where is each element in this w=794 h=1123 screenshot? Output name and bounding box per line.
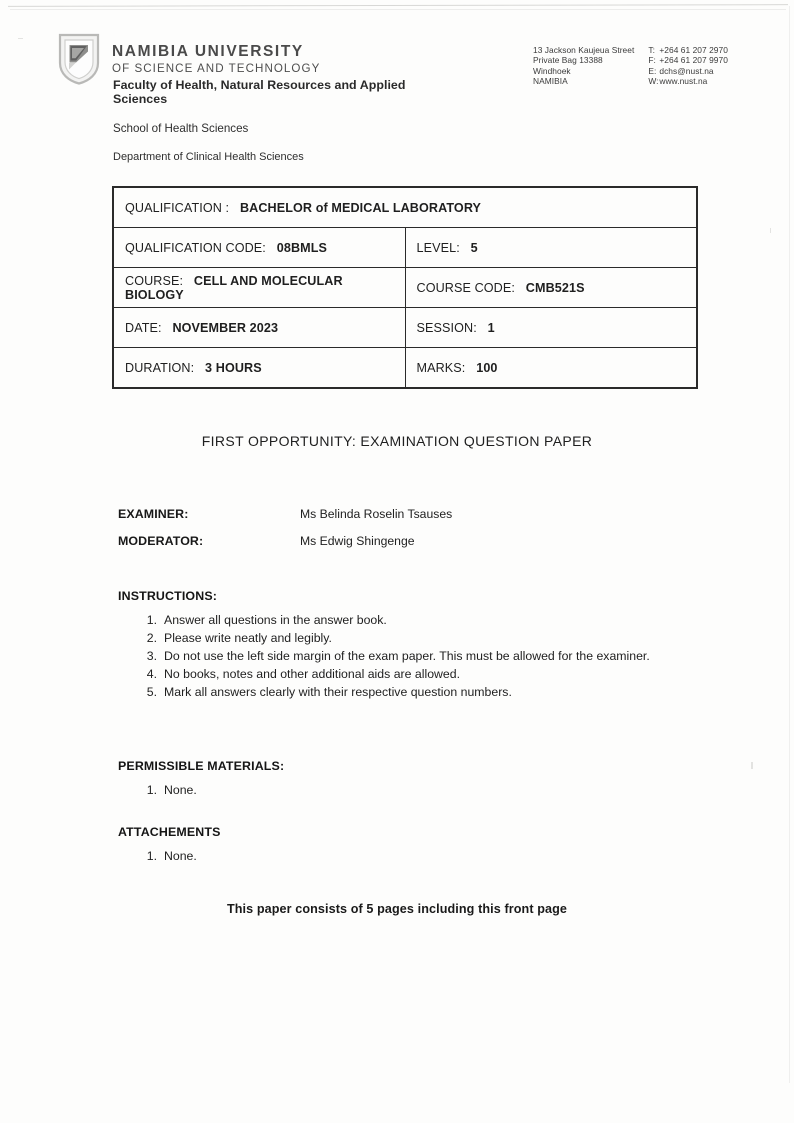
course-label: COURSE: <box>125 273 184 288</box>
course-code-label: COURSE CODE: <box>416 280 515 295</box>
address-line: Windhoek <box>533 65 571 76</box>
permissible-materials-list <box>118 782 738 799</box>
examiner-row <box>118 507 718 521</box>
website-row <box>648 76 728 86</box>
level-label: LEVEL: <box>416 240 460 255</box>
fax-key: F: <box>648 55 656 66</box>
qualification-code-label: QUALIFICATION CODE: <box>125 240 266 255</box>
instructions-list <box>118 612 738 701</box>
attachments-heading: ATTACHEMENTS <box>118 825 221 839</box>
scan-edge-artifact <box>8 4 788 7</box>
table-row <box>114 268 697 308</box>
moderator-row <box>118 534 718 548</box>
contact-details <box>533 45 728 86</box>
fax-value: +264 61 207 9970 <box>659 55 728 66</box>
school-name: School of Health Sciences <box>113 122 249 136</box>
list-item: Answer all questions in the answer book. <box>164 613 387 627</box>
department-name: Department of Clinical Health Sciences <box>113 151 304 164</box>
instructions-section <box>118 589 738 702</box>
date-label: DATE: <box>125 320 162 335</box>
scan-speck <box>751 762 753 769</box>
marks-label: MARKS: <box>416 360 466 375</box>
course-cell <box>114 268 406 308</box>
session-cell <box>405 308 697 348</box>
faculty-name: Faculty of Health, Natural Resources and Applied Sciences <box>113 78 406 107</box>
telephone-row <box>648 45 728 55</box>
permissible-materials-heading: PERMISSIBLE MATERIALS: <box>118 759 285 773</box>
table-row <box>114 308 697 348</box>
moderator-label: MODERATOR: <box>118 534 204 548</box>
table-row <box>114 348 697 388</box>
duration-value: 3 HOURS <box>205 360 262 375</box>
qualification-table <box>112 186 698 389</box>
list-item: Please write neatly and legibly. <box>164 630 332 645</box>
qualification-code-value: 08BMLS <box>276 240 328 255</box>
list-item: None. <box>164 849 197 863</box>
qualification-code-cell <box>114 228 406 268</box>
address-line: 13 Jackson Kaujeua Street <box>533 45 635 55</box>
list-item: Do not use the left side margin of the exam paper. This must be allowed for the examiner. <box>164 648 650 663</box>
scan-edge-artifact-secondary <box>10 9 786 10</box>
telephone-key: T: <box>648 45 655 55</box>
email-row <box>648 66 728 76</box>
email-value: dchs@nust.na <box>659 65 714 76</box>
marks-value: 100 <box>476 360 498 375</box>
shield-logo-icon <box>57 33 101 85</box>
level-cell <box>405 228 697 268</box>
examiner-name: Ms Belinda Roselin Tsauses <box>300 507 453 521</box>
university-name-line1: NAMIBIA UNIVERSITY <box>112 43 304 60</box>
list-item: Mark all answers clearly with their respective question numbers. <box>164 684 512 699</box>
list-item: No books, notes and other additional aids are allowed. <box>164 666 461 681</box>
email-key: E: <box>648 65 657 76</box>
course-code-value: CMB521S <box>525 280 585 295</box>
telephone-value: +264 61 207 2970 <box>659 45 728 55</box>
table-row <box>114 188 697 228</box>
postal-address <box>533 45 634 86</box>
course-code-cell <box>405 268 697 308</box>
duration-cell <box>114 348 406 388</box>
attachments-section <box>118 825 738 866</box>
page-count-note: This paper consists of 5 pages including this front page <box>226 902 568 916</box>
duration-label: DURATION: <box>125 360 195 375</box>
examiner-label: EXAMINER: <box>118 507 189 521</box>
page-title: FIRST OPPORTUNITY: EXAMINATION QUESTION PAPER <box>201 433 593 449</box>
moderator-name: Ms Edwig Shingenge <box>300 534 415 548</box>
date-value: NOVEMBER 2023 <box>172 320 279 335</box>
faculty-block <box>113 78 413 164</box>
letterhead <box>0 16 794 186</box>
address-line: NAMIBIA <box>533 75 568 86</box>
instructions-heading: INSTRUCTIONS: <box>118 589 218 603</box>
session-value: 1 <box>487 320 495 335</box>
contact-channels <box>648 45 728 86</box>
marks-cell <box>405 348 697 388</box>
scan-speck <box>770 228 771 233</box>
table-row <box>114 228 697 268</box>
course-value: CELL AND MOLECULAR BIOLOGY <box>125 273 343 302</box>
date-cell <box>114 308 406 348</box>
qualification-cell <box>114 188 697 228</box>
website-key: W: <box>648 75 659 86</box>
attachments-list <box>118 848 738 865</box>
website-value: www.nust.na <box>659 75 708 86</box>
level-value: 5 <box>470 240 478 255</box>
list-item: None. <box>164 783 197 797</box>
university-name-line2: OF SCIENCE AND TECHNOLOGY <box>112 62 321 75</box>
qualification-label: QUALIFICATION : <box>125 200 230 215</box>
university-wordmark <box>112 43 320 76</box>
fax-row <box>648 55 728 65</box>
address-line: Private Bag 13388 <box>533 55 603 66</box>
examiner-moderator-block <box>118 507 718 561</box>
qualification-value: BACHELOR of MEDICAL LABORATORY <box>239 200 482 215</box>
permissible-materials-section <box>118 759 738 800</box>
session-label: SESSION: <box>416 320 477 335</box>
